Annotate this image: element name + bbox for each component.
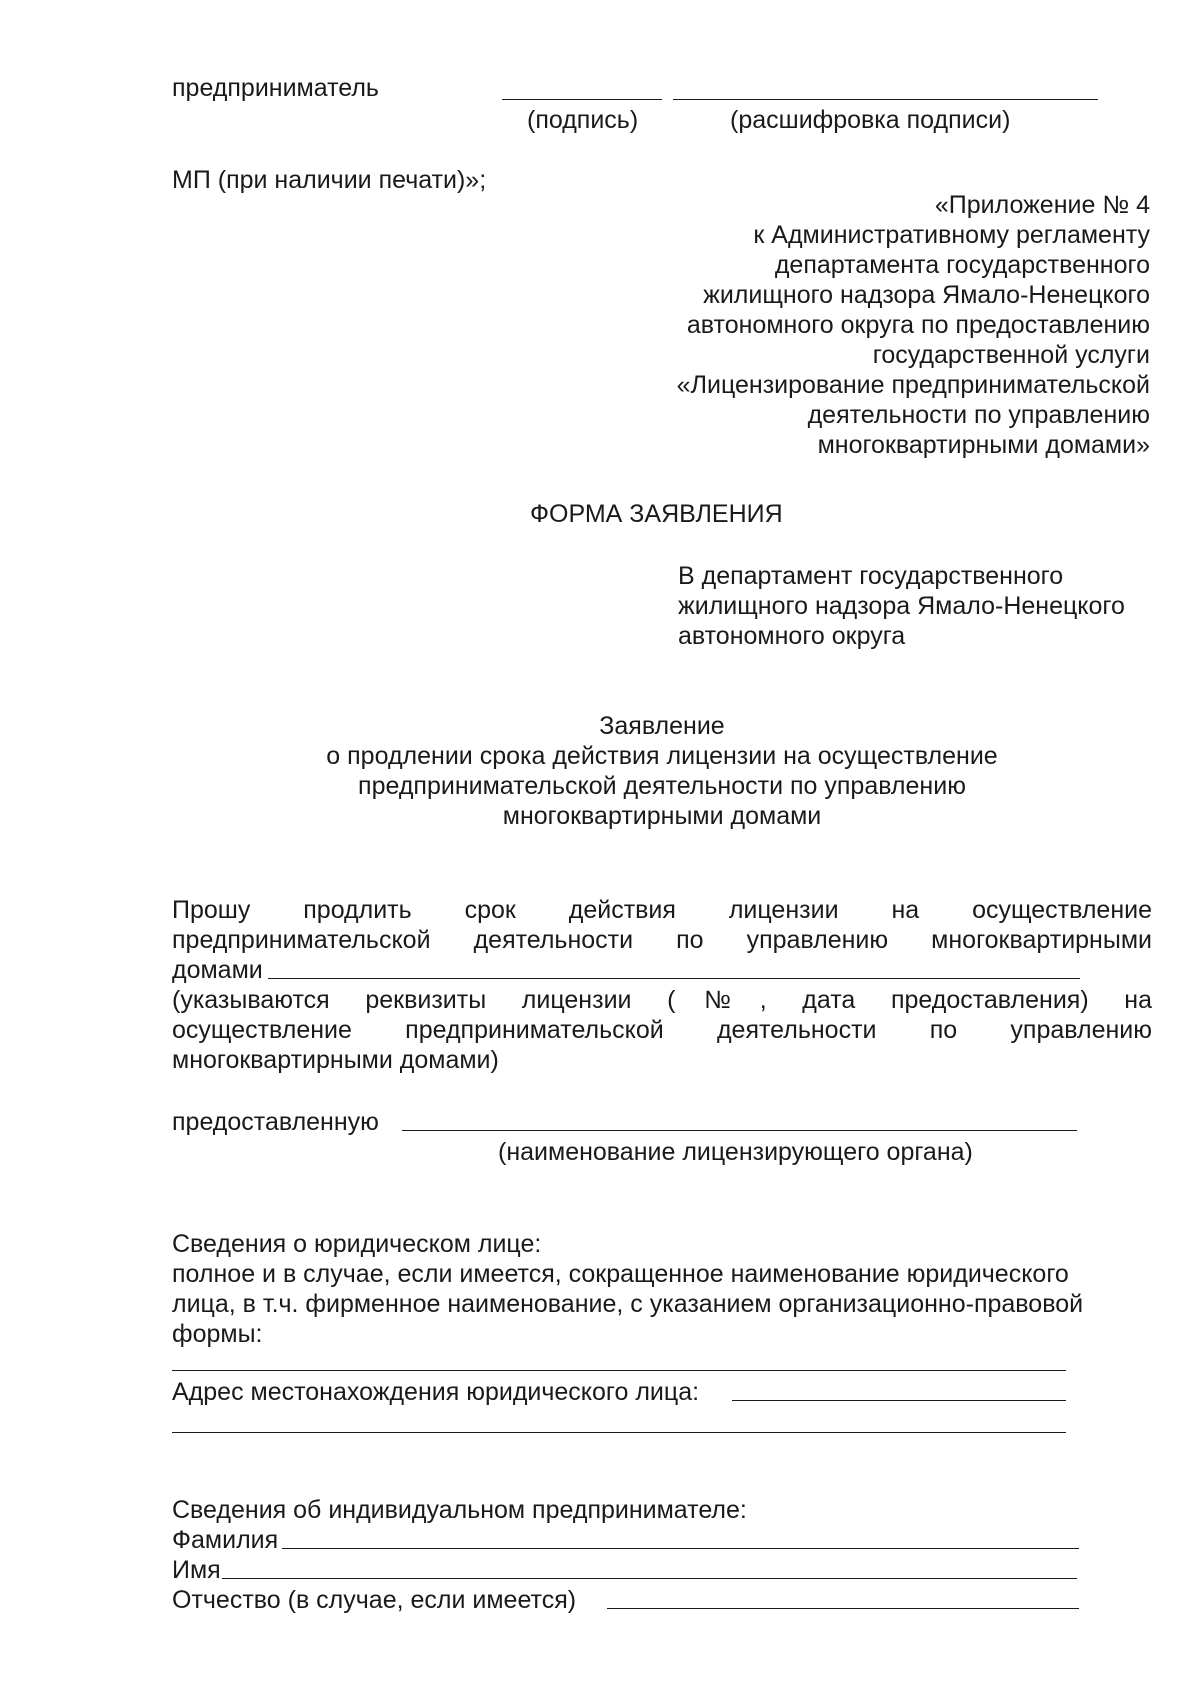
addressee-line: В департамент государственного bbox=[678, 562, 1064, 590]
appendix-reference bbox=[560, 190, 1150, 460]
request-line: предпринимательской деятельности по управлению многоквартирными bbox=[172, 926, 1152, 954]
patronymic-line[interactable] bbox=[607, 1608, 1079, 1609]
appendix-line: жилищного надзора Ямало-Ненецкого bbox=[703, 281, 1150, 309]
appendix-line: «Приложение № 4 bbox=[934, 191, 1150, 219]
license-hint-line: (указываются реквизиты лицензии (№, дата предоставления) на bbox=[172, 986, 1152, 1014]
application-title-line: Заявление bbox=[599, 712, 725, 740]
license-hint-line: многоквартирными домами) bbox=[172, 1046, 499, 1074]
legal-entity-desc-line: лица, в т.ч. фирменное наименование, с указанием организационно-правовой bbox=[172, 1290, 1084, 1318]
license-details-label: домами bbox=[172, 956, 263, 984]
stamp-note: МП (при наличии печати)»; bbox=[172, 166, 487, 194]
addressee-line: жилищного надзора Ямало-Ненецкого bbox=[678, 592, 1125, 620]
granted-label: предоставленную bbox=[172, 1108, 379, 1136]
licensing-authority-line[interactable] bbox=[402, 1130, 1077, 1131]
addressee-line: автономного округа bbox=[678, 622, 906, 650]
request-line: Прошу продлить срок действия лицензии на осуществление bbox=[172, 896, 1152, 924]
license-details-line[interactable] bbox=[268, 978, 1080, 979]
legal-entity-desc-line: полное и в случае, если имеется, сокращенное наименование юридического bbox=[172, 1260, 1069, 1288]
signature-decoding-line[interactable] bbox=[673, 99, 1098, 100]
application-title-line: многоквартирными домами bbox=[502, 802, 822, 830]
application-title bbox=[172, 711, 1152, 831]
surname-label: Фамилия bbox=[172, 1526, 279, 1554]
appendix-line: к Административному регламенту bbox=[753, 221, 1150, 249]
legal-entity-address-label: Адрес местонахождения юридического лица: bbox=[172, 1378, 700, 1406]
name-label: Имя bbox=[172, 1556, 221, 1584]
signature-role: предприниматель bbox=[172, 74, 379, 102]
appendix-line: «Лицензирование предпринимательской bbox=[676, 371, 1150, 399]
signature-caption: (подпись) bbox=[527, 106, 639, 134]
application-title-line: о продлении срока действия лицензии на осуществление bbox=[326, 742, 998, 770]
appendix-line: деятельности по управлению bbox=[807, 401, 1150, 429]
license-hint-line: осуществление предпринимательской деятельности по управлению bbox=[172, 1016, 1152, 1044]
legal-entity-address-line[interactable] bbox=[732, 1400, 1066, 1401]
patronymic-label: Отчество (в случае, если имеется) bbox=[172, 1586, 577, 1614]
appendix-line: департамента государственного bbox=[774, 251, 1150, 279]
individual-heading: Сведения об индивидуальном предпринимателе: bbox=[172, 1496, 747, 1524]
appendix-line: государственной услуги bbox=[872, 341, 1150, 369]
licensing-authority-caption: (наименование лицензирующего органа) bbox=[498, 1138, 973, 1166]
addressee-block bbox=[678, 561, 1178, 651]
form-title: ФОРМА ЗАЯВЛЕНИЯ bbox=[530, 500, 783, 528]
legal-entity-heading: Сведения о юридическом лице: bbox=[172, 1230, 542, 1258]
legal-entity-name-line[interactable] bbox=[172, 1370, 1066, 1371]
appendix-line: автономного округа по предоставлению bbox=[686, 311, 1150, 339]
name-line[interactable] bbox=[222, 1578, 1077, 1579]
legal-entity-address-line-2[interactable] bbox=[172, 1432, 1066, 1433]
legal-entity-desc-line: формы: bbox=[172, 1320, 263, 1348]
application-title-line: предпринимательской деятельности по управлению bbox=[358, 772, 966, 800]
signature-line[interactable] bbox=[502, 99, 662, 100]
signature-decoding-caption: (расшифровка подписи) bbox=[730, 106, 1011, 134]
appendix-line: многоквартирными домами» bbox=[817, 431, 1150, 459]
surname-line[interactable] bbox=[282, 1548, 1079, 1549]
